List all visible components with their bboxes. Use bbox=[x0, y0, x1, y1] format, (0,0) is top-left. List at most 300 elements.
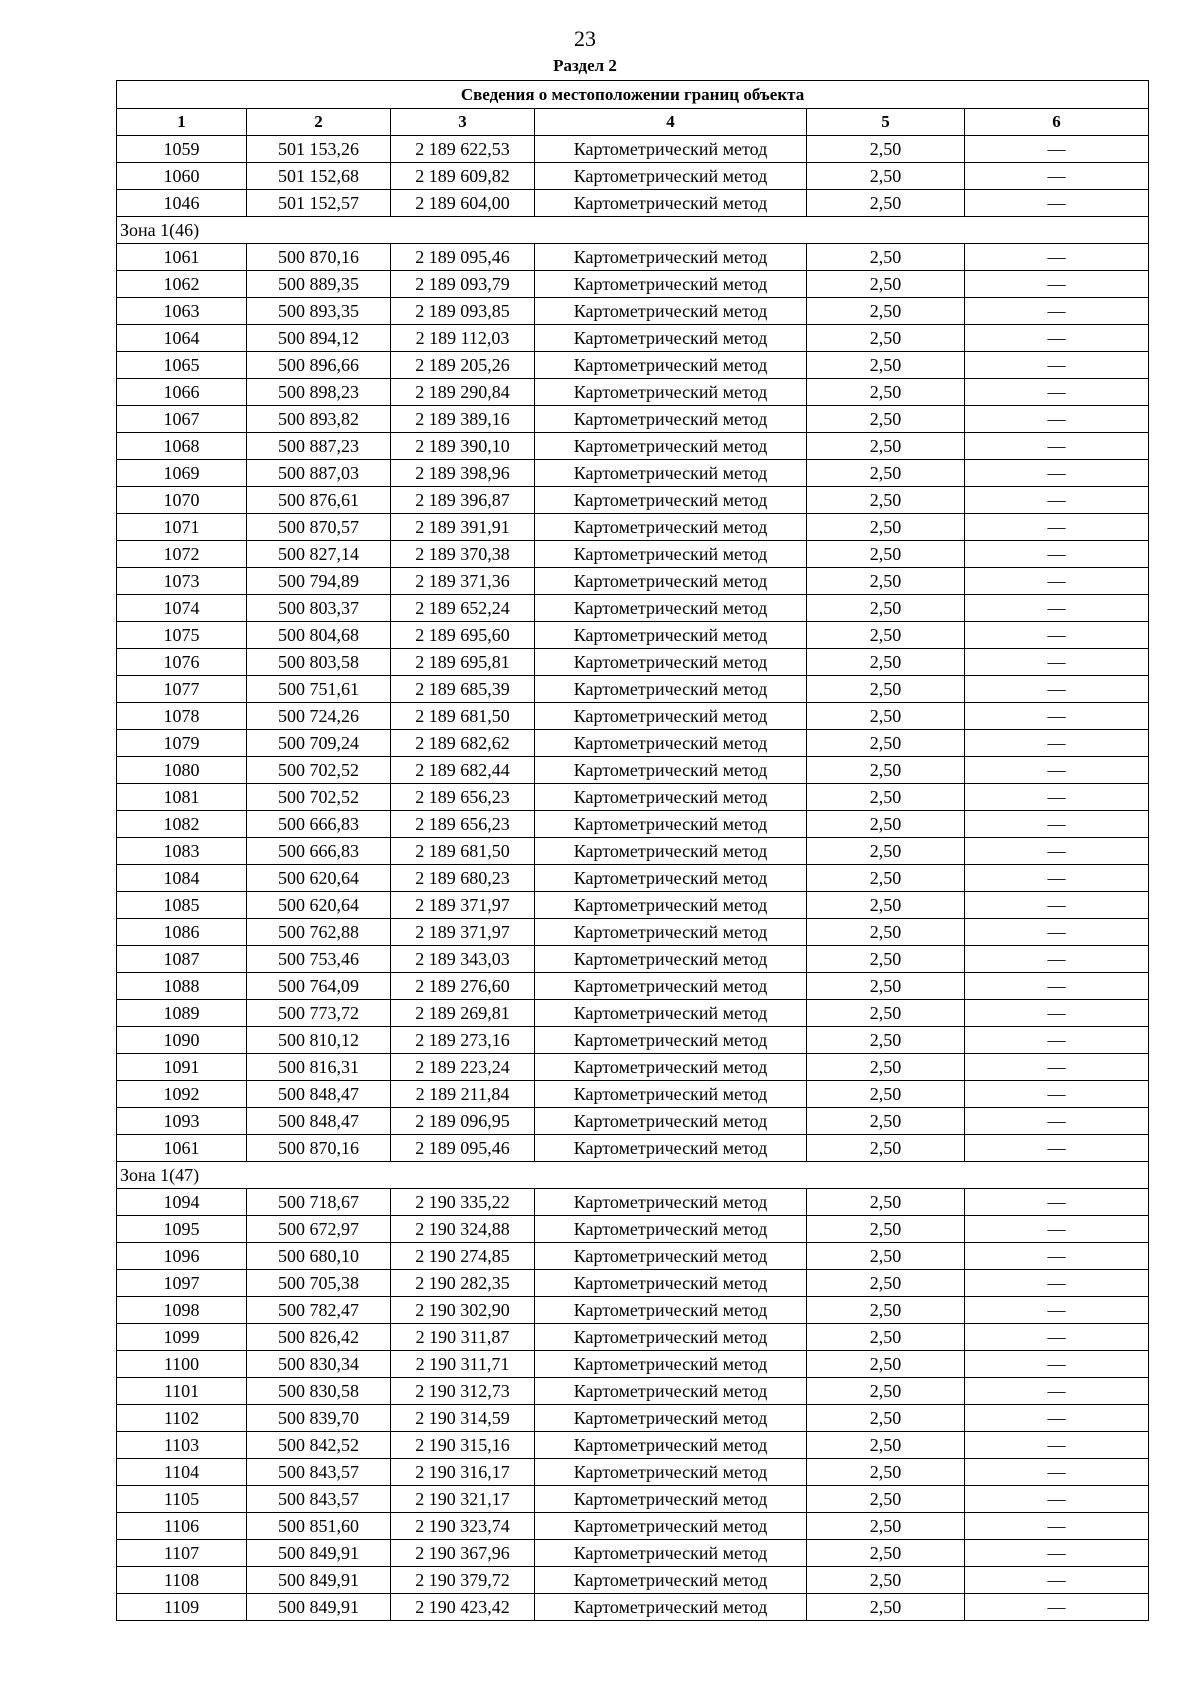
point-number-cell: 1103 bbox=[117, 1432, 247, 1459]
description-cell: — bbox=[965, 1324, 1149, 1351]
point-number-cell: 1102 bbox=[117, 1405, 247, 1432]
description-cell: — bbox=[965, 784, 1149, 811]
table-row bbox=[117, 676, 1149, 703]
point-number-cell: 1069 bbox=[117, 460, 247, 487]
method-cell: Картометрический метод bbox=[535, 946, 807, 973]
x-coordinate-cell: 500 843,57 bbox=[247, 1486, 391, 1513]
method-cell: Картометрический метод bbox=[535, 703, 807, 730]
table-row bbox=[117, 1108, 1149, 1135]
y-coordinate-cell: 2 189 112,03 bbox=[391, 325, 535, 352]
method-cell: Картометрический метод bbox=[535, 541, 807, 568]
point-number-cell: 1107 bbox=[117, 1540, 247, 1567]
table-row bbox=[117, 730, 1149, 757]
x-coordinate-cell: 500 893,82 bbox=[247, 406, 391, 433]
accuracy-cell: 2,50 bbox=[807, 1108, 965, 1135]
x-coordinate-cell: 500 851,60 bbox=[247, 1513, 391, 1540]
y-coordinate-cell: 2 190 274,85 bbox=[391, 1243, 535, 1270]
method-cell: Картометрический метод bbox=[535, 973, 807, 1000]
table-row bbox=[117, 433, 1149, 460]
y-coordinate-cell: 2 189 370,38 bbox=[391, 541, 535, 568]
accuracy-cell: 2,50 bbox=[807, 1540, 965, 1567]
y-coordinate-cell: 2 189 390,10 bbox=[391, 433, 535, 460]
x-coordinate-cell: 500 810,12 bbox=[247, 1027, 391, 1054]
zone-row bbox=[117, 217, 1149, 244]
table-row bbox=[117, 1054, 1149, 1081]
y-coordinate-cell: 2 189 269,81 bbox=[391, 1000, 535, 1027]
point-number-cell: 1068 bbox=[117, 433, 247, 460]
table-row bbox=[117, 595, 1149, 622]
description-cell: — bbox=[965, 325, 1149, 352]
column-header: 1 bbox=[117, 109, 247, 136]
x-coordinate-cell: 500 620,64 bbox=[247, 892, 391, 919]
description-cell: — bbox=[965, 406, 1149, 433]
x-coordinate-cell: 500 848,47 bbox=[247, 1108, 391, 1135]
table-row bbox=[117, 703, 1149, 730]
point-number-cell: 1076 bbox=[117, 649, 247, 676]
y-coordinate-cell: 2 189 371,97 bbox=[391, 892, 535, 919]
table-row bbox=[117, 1135, 1149, 1162]
description-cell: — bbox=[965, 1027, 1149, 1054]
method-cell: Картометрический метод bbox=[535, 190, 807, 217]
method-cell: Картометрический метод bbox=[535, 1108, 807, 1135]
method-cell: Картометрический метод bbox=[535, 1594, 807, 1621]
table-row bbox=[117, 865, 1149, 892]
accuracy-cell: 2,50 bbox=[807, 676, 965, 703]
method-cell: Картометрический метод bbox=[535, 1351, 807, 1378]
accuracy-cell: 2,50 bbox=[807, 757, 965, 784]
y-coordinate-cell: 2 190 302,90 bbox=[391, 1297, 535, 1324]
x-coordinate-cell: 500 830,34 bbox=[247, 1351, 391, 1378]
x-coordinate-cell: 500 803,37 bbox=[247, 595, 391, 622]
method-cell: Картометрический метод bbox=[535, 298, 807, 325]
description-cell: — bbox=[965, 379, 1149, 406]
y-coordinate-cell: 2 189 681,50 bbox=[391, 703, 535, 730]
x-coordinate-cell: 500 803,58 bbox=[247, 649, 391, 676]
point-number-cell: 1109 bbox=[117, 1594, 247, 1621]
y-coordinate-cell: 2 190 423,42 bbox=[391, 1594, 535, 1621]
method-cell: Картометрический метод bbox=[535, 838, 807, 865]
description-cell: — bbox=[965, 514, 1149, 541]
table-row bbox=[117, 622, 1149, 649]
description-cell: — bbox=[965, 298, 1149, 325]
description-cell: — bbox=[965, 595, 1149, 622]
y-coordinate-cell: 2 189 682,44 bbox=[391, 757, 535, 784]
y-coordinate-cell: 2 189 695,60 bbox=[391, 622, 535, 649]
accuracy-cell: 2,50 bbox=[807, 595, 965, 622]
y-coordinate-cell: 2 189 389,16 bbox=[391, 406, 535, 433]
x-coordinate-cell: 500 876,61 bbox=[247, 487, 391, 514]
method-cell: Картометрический метод bbox=[535, 622, 807, 649]
point-number-cell: 1090 bbox=[117, 1027, 247, 1054]
table-row bbox=[117, 649, 1149, 676]
point-number-cell: 1095 bbox=[117, 1216, 247, 1243]
y-coordinate-cell: 2 189 096,95 bbox=[391, 1108, 535, 1135]
table-row bbox=[117, 163, 1149, 190]
table-row bbox=[117, 1432, 1149, 1459]
table-row bbox=[117, 1243, 1149, 1270]
x-coordinate-cell: 500 782,47 bbox=[247, 1297, 391, 1324]
accuracy-cell: 2,50 bbox=[807, 136, 965, 163]
method-cell: Картометрический метод bbox=[535, 136, 807, 163]
accuracy-cell: 2,50 bbox=[807, 1594, 965, 1621]
description-cell: — bbox=[965, 136, 1149, 163]
table-row bbox=[117, 1027, 1149, 1054]
description-cell: — bbox=[965, 1054, 1149, 1081]
description-cell: — bbox=[965, 1216, 1149, 1243]
point-number-cell: 1085 bbox=[117, 892, 247, 919]
x-coordinate-cell: 500 794,89 bbox=[247, 568, 391, 595]
point-number-cell: 1096 bbox=[117, 1243, 247, 1270]
y-coordinate-cell: 2 189 343,03 bbox=[391, 946, 535, 973]
table-row bbox=[117, 487, 1149, 514]
accuracy-cell: 2,50 bbox=[807, 325, 965, 352]
table-row bbox=[117, 1189, 1149, 1216]
method-cell: Картометрический метод bbox=[535, 784, 807, 811]
point-number-cell: 1080 bbox=[117, 757, 247, 784]
y-coordinate-cell: 2 189 391,91 bbox=[391, 514, 535, 541]
description-cell: — bbox=[965, 973, 1149, 1000]
x-coordinate-cell: 500 889,35 bbox=[247, 271, 391, 298]
description-cell: — bbox=[965, 433, 1149, 460]
description-cell: — bbox=[965, 1270, 1149, 1297]
description-cell: — bbox=[965, 1486, 1149, 1513]
table-row bbox=[117, 1405, 1149, 1432]
table-row bbox=[117, 1216, 1149, 1243]
x-coordinate-cell: 500 718,67 bbox=[247, 1189, 391, 1216]
method-cell: Картометрический метод bbox=[535, 676, 807, 703]
x-coordinate-cell: 501 152,68 bbox=[247, 163, 391, 190]
x-coordinate-cell: 500 887,03 bbox=[247, 460, 391, 487]
table-row bbox=[117, 514, 1149, 541]
y-coordinate-cell: 2 190 316,17 bbox=[391, 1459, 535, 1486]
point-number-cell: 1106 bbox=[117, 1513, 247, 1540]
description-cell: — bbox=[965, 244, 1149, 271]
point-number-cell: 1086 bbox=[117, 919, 247, 946]
x-coordinate-cell: 500 680,10 bbox=[247, 1243, 391, 1270]
table-row bbox=[117, 811, 1149, 838]
y-coordinate-cell: 2 189 290,84 bbox=[391, 379, 535, 406]
x-coordinate-cell: 500 753,46 bbox=[247, 946, 391, 973]
accuracy-cell: 2,50 bbox=[807, 433, 965, 460]
method-cell: Картометрический метод bbox=[535, 163, 807, 190]
accuracy-cell: 2,50 bbox=[807, 1270, 965, 1297]
description-cell: — bbox=[965, 352, 1149, 379]
accuracy-cell: 2,50 bbox=[807, 730, 965, 757]
method-cell: Картометрический метод bbox=[535, 865, 807, 892]
method-cell: Картометрический метод bbox=[535, 811, 807, 838]
x-coordinate-cell: 500 896,66 bbox=[247, 352, 391, 379]
accuracy-cell: 2,50 bbox=[807, 1000, 965, 1027]
accuracy-cell: 2,50 bbox=[807, 649, 965, 676]
method-cell: Картометрический метод bbox=[535, 1459, 807, 1486]
accuracy-cell: 2,50 bbox=[807, 271, 965, 298]
accuracy-cell: 2,50 bbox=[807, 190, 965, 217]
x-coordinate-cell: 500 672,97 bbox=[247, 1216, 391, 1243]
accuracy-cell: 2,50 bbox=[807, 541, 965, 568]
x-coordinate-cell: 500 893,35 bbox=[247, 298, 391, 325]
accuracy-cell: 2,50 bbox=[807, 865, 965, 892]
column-header: 2 bbox=[247, 109, 391, 136]
accuracy-cell: 2,50 bbox=[807, 973, 965, 1000]
method-cell: Картометрический метод bbox=[535, 1216, 807, 1243]
description-cell: — bbox=[965, 163, 1149, 190]
accuracy-cell: 2,50 bbox=[807, 784, 965, 811]
description-cell: — bbox=[965, 649, 1149, 676]
table-row bbox=[117, 271, 1149, 298]
y-coordinate-cell: 2 189 273,16 bbox=[391, 1027, 535, 1054]
y-coordinate-cell: 2 190 379,72 bbox=[391, 1567, 535, 1594]
point-number-cell: 1063 bbox=[117, 298, 247, 325]
method-cell: Картометрический метод bbox=[535, 1432, 807, 1459]
point-number-cell: 1066 bbox=[117, 379, 247, 406]
table-row bbox=[117, 460, 1149, 487]
table-row bbox=[117, 757, 1149, 784]
method-cell: Картометрический метод bbox=[535, 271, 807, 298]
table-row bbox=[117, 784, 1149, 811]
method-cell: Картометрический метод bbox=[535, 892, 807, 919]
y-coordinate-cell: 2 190 323,74 bbox=[391, 1513, 535, 1540]
description-cell: — bbox=[965, 1567, 1149, 1594]
accuracy-cell: 2,50 bbox=[807, 1432, 965, 1459]
y-coordinate-cell: 2 189 371,36 bbox=[391, 568, 535, 595]
x-coordinate-cell: 500 762,88 bbox=[247, 919, 391, 946]
table-row bbox=[117, 541, 1149, 568]
table-row bbox=[117, 1081, 1149, 1108]
description-cell: — bbox=[965, 541, 1149, 568]
point-number-cell: 1072 bbox=[117, 541, 247, 568]
x-coordinate-cell: 500 849,91 bbox=[247, 1567, 391, 1594]
y-coordinate-cell: 2 190 324,88 bbox=[391, 1216, 535, 1243]
column-header: 6 bbox=[965, 109, 1149, 136]
y-coordinate-cell: 2 190 311,87 bbox=[391, 1324, 535, 1351]
y-coordinate-cell: 2 189 095,46 bbox=[391, 1135, 535, 1162]
accuracy-cell: 2,50 bbox=[807, 352, 965, 379]
point-number-cell: 1083 bbox=[117, 838, 247, 865]
x-coordinate-cell: 500 666,83 bbox=[247, 811, 391, 838]
x-coordinate-cell: 500 620,64 bbox=[247, 865, 391, 892]
table-row bbox=[117, 136, 1149, 163]
description-cell: — bbox=[965, 919, 1149, 946]
method-cell: Картометрический метод bbox=[535, 1243, 807, 1270]
point-number-cell: 1067 bbox=[117, 406, 247, 433]
column-header: 3 bbox=[391, 109, 535, 136]
description-cell: — bbox=[965, 757, 1149, 784]
zone-label: Зона 1(47) bbox=[117, 1162, 1149, 1189]
description-cell: — bbox=[965, 190, 1149, 217]
y-coordinate-cell: 2 189 685,39 bbox=[391, 676, 535, 703]
description-cell: — bbox=[965, 676, 1149, 703]
y-coordinate-cell: 2 189 680,23 bbox=[391, 865, 535, 892]
accuracy-cell: 2,50 bbox=[807, 1081, 965, 1108]
method-cell: Картометрический метод bbox=[535, 1054, 807, 1081]
accuracy-cell: 2,50 bbox=[807, 379, 965, 406]
accuracy-cell: 2,50 bbox=[807, 163, 965, 190]
accuracy-cell: 2,50 bbox=[807, 514, 965, 541]
table-row bbox=[117, 244, 1149, 271]
description-cell: — bbox=[965, 1540, 1149, 1567]
method-cell: Картометрический метод bbox=[535, 325, 807, 352]
x-coordinate-cell: 501 153,26 bbox=[247, 136, 391, 163]
method-cell: Картометрический метод bbox=[535, 433, 807, 460]
method-cell: Картометрический метод bbox=[535, 460, 807, 487]
x-coordinate-cell: 500 705,38 bbox=[247, 1270, 391, 1297]
x-coordinate-cell: 500 773,72 bbox=[247, 1000, 391, 1027]
table-row bbox=[117, 973, 1149, 1000]
x-coordinate-cell: 500 724,26 bbox=[247, 703, 391, 730]
method-cell: Картометрический метод bbox=[535, 1405, 807, 1432]
table-caption: Сведения о местоположении границ объекта bbox=[117, 81, 1149, 109]
point-number-cell: 1074 bbox=[117, 595, 247, 622]
x-coordinate-cell: 500 827,14 bbox=[247, 541, 391, 568]
y-coordinate-cell: 2 190 314,59 bbox=[391, 1405, 535, 1432]
accuracy-cell: 2,50 bbox=[807, 1324, 965, 1351]
accuracy-cell: 2,50 bbox=[807, 1351, 965, 1378]
x-coordinate-cell: 500 870,57 bbox=[247, 514, 391, 541]
x-coordinate-cell: 500 870,16 bbox=[247, 244, 391, 271]
zone-label: Зона 1(46) bbox=[117, 217, 1149, 244]
boundary-coordinates-table bbox=[116, 80, 1149, 1621]
description-cell: — bbox=[965, 1513, 1149, 1540]
point-number-cell: 1092 bbox=[117, 1081, 247, 1108]
accuracy-cell: 2,50 bbox=[807, 1243, 965, 1270]
y-coordinate-cell: 2 189 093,79 bbox=[391, 271, 535, 298]
y-coordinate-cell: 2 189 656,23 bbox=[391, 784, 535, 811]
point-number-cell: 1093 bbox=[117, 1108, 247, 1135]
table-row bbox=[117, 190, 1149, 217]
point-number-cell: 1071 bbox=[117, 514, 247, 541]
method-cell: Картометрический метод bbox=[535, 1324, 807, 1351]
description-cell: — bbox=[965, 1351, 1149, 1378]
x-coordinate-cell: 500 816,31 bbox=[247, 1054, 391, 1081]
x-coordinate-cell: 500 709,24 bbox=[247, 730, 391, 757]
method-cell: Картометрический метод bbox=[535, 1486, 807, 1513]
method-cell: Картометрический метод bbox=[535, 379, 807, 406]
point-number-cell: 1081 bbox=[117, 784, 247, 811]
table-body bbox=[117, 136, 1149, 1621]
y-coordinate-cell: 2 189 211,84 bbox=[391, 1081, 535, 1108]
accuracy-cell: 2,50 bbox=[807, 946, 965, 973]
accuracy-cell: 2,50 bbox=[807, 892, 965, 919]
point-number-cell: 1101 bbox=[117, 1378, 247, 1405]
accuracy-cell: 2,50 bbox=[807, 1027, 965, 1054]
table-row bbox=[117, 1567, 1149, 1594]
point-number-cell: 1070 bbox=[117, 487, 247, 514]
method-cell: Картометрический метод bbox=[535, 730, 807, 757]
description-cell: — bbox=[965, 1081, 1149, 1108]
description-cell: — bbox=[965, 1459, 1149, 1486]
table-row bbox=[117, 1459, 1149, 1486]
x-coordinate-cell: 500 887,23 bbox=[247, 433, 391, 460]
description-cell: — bbox=[965, 1432, 1149, 1459]
y-coordinate-cell: 2 189 093,85 bbox=[391, 298, 535, 325]
table-row bbox=[117, 325, 1149, 352]
method-cell: Картометрический метод bbox=[535, 649, 807, 676]
description-cell: — bbox=[965, 1405, 1149, 1432]
point-number-cell: 1088 bbox=[117, 973, 247, 1000]
point-number-cell: 1105 bbox=[117, 1486, 247, 1513]
table-row bbox=[117, 568, 1149, 595]
point-number-cell: 1046 bbox=[117, 190, 247, 217]
x-coordinate-cell: 500 898,23 bbox=[247, 379, 391, 406]
x-coordinate-cell: 500 894,12 bbox=[247, 325, 391, 352]
x-coordinate-cell: 500 666,83 bbox=[247, 838, 391, 865]
accuracy-cell: 2,50 bbox=[807, 919, 965, 946]
page-number: 23 bbox=[574, 26, 596, 51]
accuracy-cell: 2,50 bbox=[807, 298, 965, 325]
point-number-cell: 1097 bbox=[117, 1270, 247, 1297]
point-number-cell: 1094 bbox=[117, 1189, 247, 1216]
accuracy-cell: 2,50 bbox=[807, 1216, 965, 1243]
x-coordinate-cell: 500 843,57 bbox=[247, 1459, 391, 1486]
y-coordinate-cell: 2 189 398,96 bbox=[391, 460, 535, 487]
table-row bbox=[117, 406, 1149, 433]
description-cell: — bbox=[965, 838, 1149, 865]
description-cell: — bbox=[965, 1297, 1149, 1324]
point-number-cell: 1078 bbox=[117, 703, 247, 730]
y-coordinate-cell: 2 189 681,50 bbox=[391, 838, 535, 865]
method-cell: Картометрический метод bbox=[535, 487, 807, 514]
accuracy-cell: 2,50 bbox=[807, 1567, 965, 1594]
table-row bbox=[117, 298, 1149, 325]
point-number-cell: 1104 bbox=[117, 1459, 247, 1486]
y-coordinate-cell: 2 190 282,35 bbox=[391, 1270, 535, 1297]
x-coordinate-cell: 500 764,09 bbox=[247, 973, 391, 1000]
description-cell: — bbox=[965, 460, 1149, 487]
description-cell: — bbox=[965, 703, 1149, 730]
section-title: Раздел 2 bbox=[553, 56, 617, 75]
accuracy-cell: 2,50 bbox=[807, 811, 965, 838]
x-coordinate-cell: 500 804,68 bbox=[247, 622, 391, 649]
method-cell: Картометрический метод bbox=[535, 1297, 807, 1324]
y-coordinate-cell: 2 189 095,46 bbox=[391, 244, 535, 271]
point-number-cell: 1084 bbox=[117, 865, 247, 892]
table-row bbox=[117, 919, 1149, 946]
column-header-row bbox=[117, 109, 1149, 136]
description-cell: — bbox=[965, 1189, 1149, 1216]
method-cell: Картометрический метод bbox=[535, 1000, 807, 1027]
point-number-cell: 1098 bbox=[117, 1297, 247, 1324]
column-header: 5 bbox=[807, 109, 965, 136]
point-number-cell: 1059 bbox=[117, 136, 247, 163]
y-coordinate-cell: 2 190 311,71 bbox=[391, 1351, 535, 1378]
table-row bbox=[117, 838, 1149, 865]
x-coordinate-cell: 500 839,70 bbox=[247, 1405, 391, 1432]
y-coordinate-cell: 2 190 335,22 bbox=[391, 1189, 535, 1216]
x-coordinate-cell: 500 848,47 bbox=[247, 1081, 391, 1108]
description-cell: — bbox=[965, 1594, 1149, 1621]
point-number-cell: 1060 bbox=[117, 163, 247, 190]
method-cell: Картометрический метод bbox=[535, 352, 807, 379]
column-header: 4 bbox=[535, 109, 807, 136]
method-cell: Картометрический метод bbox=[535, 1027, 807, 1054]
table-row bbox=[117, 1270, 1149, 1297]
point-number-cell: 1082 bbox=[117, 811, 247, 838]
description-cell: — bbox=[965, 271, 1149, 298]
description-cell: — bbox=[965, 892, 1149, 919]
method-cell: Картометрический метод bbox=[535, 1540, 807, 1567]
method-cell: Картометрический метод bbox=[535, 757, 807, 784]
accuracy-cell: 2,50 bbox=[807, 1486, 965, 1513]
accuracy-cell: 2,50 bbox=[807, 1189, 965, 1216]
method-cell: Картометрический метод bbox=[535, 514, 807, 541]
accuracy-cell: 2,50 bbox=[807, 622, 965, 649]
method-cell: Картометрический метод bbox=[535, 595, 807, 622]
x-coordinate-cell: 500 702,52 bbox=[247, 784, 391, 811]
point-number-cell: 1064 bbox=[117, 325, 247, 352]
x-coordinate-cell: 500 751,61 bbox=[247, 676, 391, 703]
point-number-cell: 1099 bbox=[117, 1324, 247, 1351]
point-number-cell: 1061 bbox=[117, 244, 247, 271]
